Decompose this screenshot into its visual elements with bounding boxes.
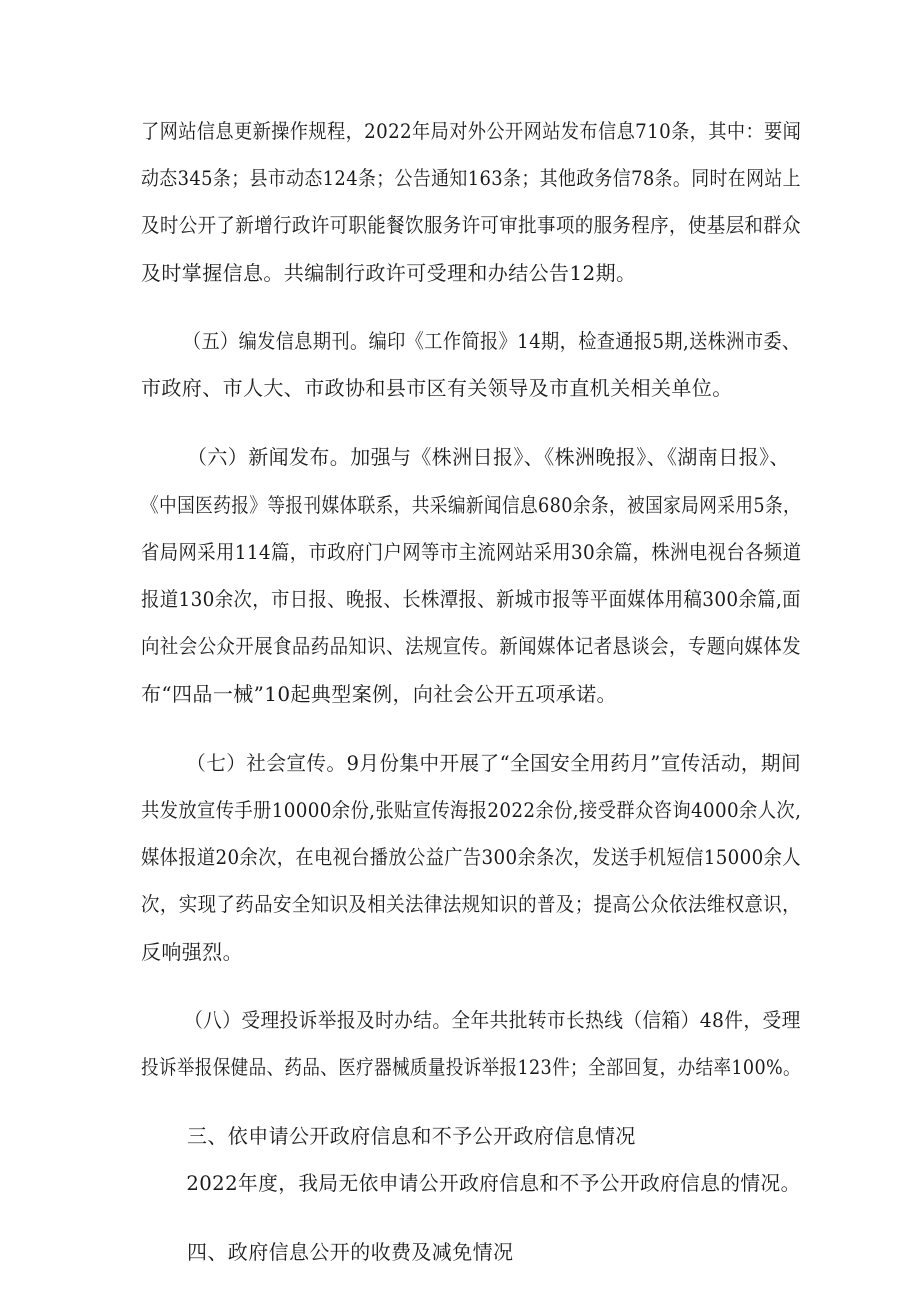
paragraph-eight-start: （八）受理投诉举报及时办结。全年共批转市长热线（信箱）48件，受理 — [184, 1008, 801, 1033]
text-line: 及时掌握信息。共编制行政许可受理和办结公告12期。 — [141, 260, 637, 285]
text-line: 了网站信息更新操作规程，2022年局对外公开网站发布信息710条，其中：要闻 — [141, 119, 802, 143]
text-line: 市政府、市人大、市政协和县市区有关领导及市直机关相关单位。 — [141, 376, 733, 401]
text-line: 布“四品一械”10起典型案例，向社会公开五项承诺。 — [141, 681, 617, 706]
text-line: 省局网采用114篇，市政府门户网等市主流网站采用30余篇，株洲电视台各频道 — [141, 539, 802, 564]
text-line: 次，实现了药品安全知识及相关法律法规知识的普及；提高公众依法维权意识， — [141, 892, 801, 917]
section-three-body: 2022年度，我局无依申请公开政府信息和不予公开政府信息的情况。 — [186, 1170, 801, 1195]
text-line: 向社会公众开展食品药品知识、法规宣传。新闻媒体记者恳谈会，专题向媒体发 — [141, 634, 801, 659]
text-line: 报道130余次，市日报、晚报、长株潭报、新城市报等平面媒体用稿300余篇,面 — [141, 587, 801, 612]
text-line: 动态345条；县市动态124条；公告通知163条；其他政务信78条。同时在网站上 — [141, 166, 801, 191]
paragraph-five-start: （五）编发信息期刊。编印《工作简报》14期，检查通报5期,送株洲市委、 — [182, 329, 801, 354]
text-line: 反响强烈。 — [141, 939, 243, 964]
text-line: 媒体报道20余次，在电视台播放公益广告300余条次，发送手机短信15000余人 — [141, 845, 801, 870]
text-line: 《中国医药报》等报刊媒体联系，共采编新闻信息680余条，被国家局网采用5条， — [141, 492, 802, 517]
paragraph-six-start: （六）新闻发布。加强与《株洲日报》、《株洲晚报》、《湖南日报》、 — [187, 445, 790, 470]
section-four-heading: 四、政府信息公开的收费及减免情况 — [187, 1240, 514, 1264]
text-line: 投诉举报保健品、药品、医疗器械质量投诉举报123件；全部回复，办结率100%。 — [141, 1055, 801, 1080]
paragraph-seven-start: （七）社会宣传。9月份集中开展了“全国安全用药月”宣传活动，期间 — [186, 750, 801, 775]
section-three-heading: 三、依申请公开政府信息和不予公开政府信息情况 — [187, 1123, 636, 1148]
text-line: 共发放宣传手册10000余份,张贴宣传海报2022余份,接受群众咨询4000余人次, — [141, 798, 802, 822]
text-line: 及时公开了新增行政许可职能餐饮服务许可审批事项的服务程序，使基层和群众 — [141, 213, 801, 238]
